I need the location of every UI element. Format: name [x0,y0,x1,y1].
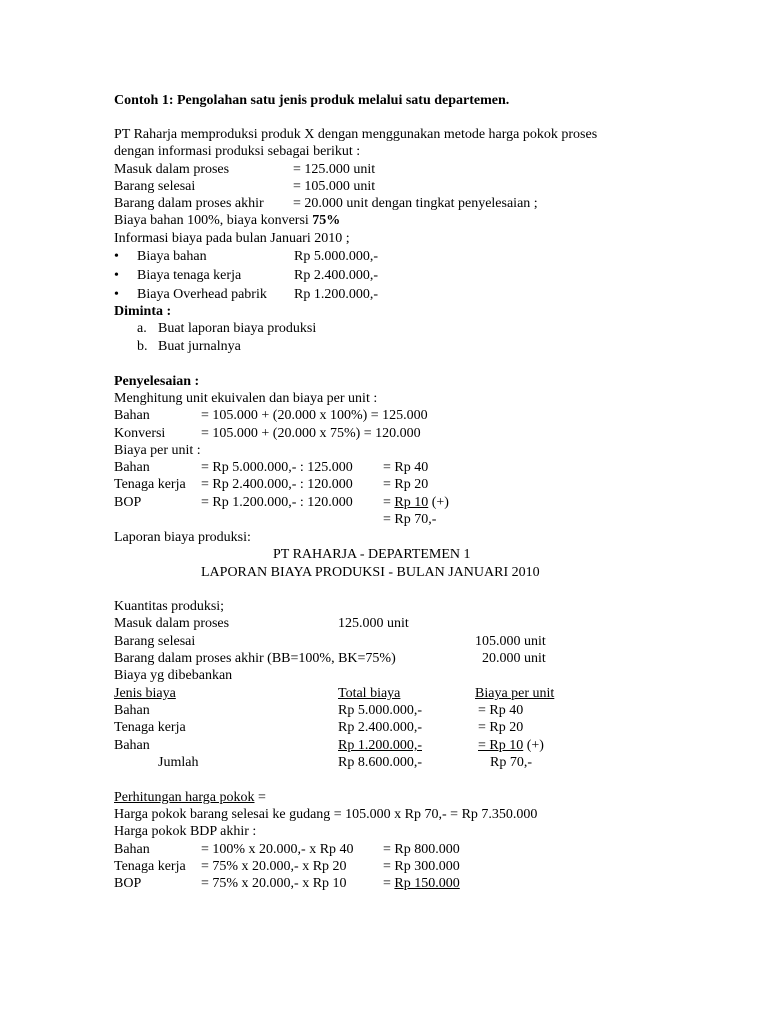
bdp-calc: = 100% x 20.000,- x Rp 40 [201,842,354,857]
total-amount: Rp 8.600.000,- [338,755,422,770]
equiv-label: Konversi [114,426,166,441]
qty-title: Kuantitas produksi; [114,599,225,614]
result-suffix: (+) [428,495,449,510]
list-item: Buat laporan biaya produksi [158,321,317,336]
bdp-calc: = 75% x 20.000,- x Rp 10 [201,876,347,891]
cost-label: Biaya tenaga kerja [137,268,242,283]
cost-per-unit-suffix: (+) [523,738,544,753]
cost-value: Rp 2.400.000,- [294,268,378,283]
per-unit-total: = Rp 70,- [383,512,437,527]
bdp-label: Tenaga kerja [114,859,186,874]
cost-info-title: Informasi biaya pada bulan Januari 2010 ; [114,231,350,246]
equiv-calc: = 105.000 + (20.000 x 75%) = 120.000 [201,426,421,441]
per-unit-calc: = Rp 5.000.000,- : 125.000 [201,460,353,475]
cost-type: Bahan [114,738,150,753]
bdp-result-underlined: Rp 150.000 [394,876,460,891]
intro-line-2: dengan informasi produksi sebagai berikut : [114,144,361,159]
intro-line-1: PT Raharja memproduksi produk X dengan menggunakan metode harga pokok proses [114,127,598,142]
list-item: Buat jurnalnya [158,339,241,354]
list-mark: b. [137,339,148,354]
production-value: = 125.000 unit [293,162,376,177]
list-mark: a. [137,321,147,336]
bullet-icon: • [114,268,119,283]
qty-value: 125.000 unit [338,616,409,631]
cost-per-unit: = Rp 40 [478,703,524,718]
header-cost-type: Jenis biaya [114,686,176,701]
cost-value: Rp 5.000.000,- [294,249,378,264]
equiv-calc: = 105.000 + (20.000 x 100%) = 125.000 [201,408,428,423]
total-cost: Rp 5.000.000,- [338,703,422,718]
report-heading-2: LAPORAN BIAYA PRODUKSI - BULAN JANUARI 2010 [201,565,540,580]
total-cost: Rp 1.200.000,- [338,738,422,753]
production-label: Barang selesai [114,179,196,194]
cost-rate [114,212,340,229]
per-unit-title: Biaya per unit : [114,443,201,458]
per-unit-label: Tenaga kerja [114,477,186,492]
cost-value: Rp 1.200.000,- [294,287,378,302]
qty-value: 20.000 unit [482,651,546,666]
result-underlined: Rp 10 [394,495,429,510]
per-unit-result: = Rp 20 [383,477,429,492]
production-label: Masuk dalam proses [114,162,230,177]
document-title: Contoh 1: Pengolahan satu jenis produk melalui satu departemen. [114,93,510,108]
bdp-result-prefix: = [383,876,395,891]
result-prefix: = [383,495,395,510]
report-intro: Laporan biaya produksi: [114,530,251,545]
bdp-result: = Rp 300.000 [383,859,460,874]
cost-type: Bahan [114,703,150,718]
per-unit-result: = Rp 40 [383,460,429,475]
bdp-result [383,875,460,892]
total-label: Jumlah [158,755,199,770]
total-cost: Rp 2.400.000,- [338,720,422,735]
hpp-finished: Harga pokok barang selesai ke gudang = 105.000 x Rp 70,- = Rp 7.350.000 [114,807,538,822]
bullet-icon: • [114,249,119,264]
per-unit-label: BOP [114,495,142,510]
per-unit-calc: = Rp 1.200.000,- : 120.000 [201,495,353,510]
cost-per-unit-underlined: = Rp 10 [478,738,524,753]
bdp-label: Bahan [114,842,150,857]
diminta-title: Diminta : [114,304,172,319]
cost-rate-text: Biaya bahan 100%, biaya konversi [114,213,313,228]
cost-type: Tenaga kerja [114,720,186,735]
equiv-label: Bahan [114,408,150,423]
production-value: = 20.000 unit dengan tingkat penyelesaian ; [293,196,538,211]
bdp-title: Harga pokok BDP akhir : [114,824,257,839]
qty-label: Barang dalam proses akhir (BB=100%, BK=75%) [114,651,396,666]
report-heading-1: PT RAHARJA - DEPARTEMEN 1 [273,547,471,562]
hpp-title-text: Perhitungan harga pokok [114,790,255,805]
qty-value: 105.000 unit [475,634,546,649]
per-unit-label: Bahan [114,460,150,475]
equiv-title: Menghitung unit ekuivalen dan biaya per unit : [114,391,378,406]
per-unit-calc: = Rp 2.400.000,- : 120.000 [201,477,353,492]
bdp-result: = Rp 800.000 [383,842,460,857]
hpp-title-suffix: = [254,790,266,805]
header-total-cost: Total biaya [338,686,401,701]
hpp-title [114,789,266,806]
cost-label: Biaya Overhead pabrik [137,287,267,302]
cost-per-unit: = Rp 20 [478,720,524,735]
bullet-icon: • [114,287,119,302]
charged-title: Biaya yg dibebankan [114,668,233,683]
production-value: = 105.000 unit [293,179,376,194]
qty-label: Barang selesai [114,634,196,649]
bdp-calc: = 75% x 20.000,- x Rp 20 [201,859,347,874]
header-cost-per-unit: Biaya per unit [475,686,555,701]
penyelesaian-title: Penyelesaian : [114,374,200,389]
per-unit-result [383,494,449,511]
total-per-unit: Rp 70,- [490,755,532,770]
production-label: Barang dalam proses akhir [114,196,264,211]
cost-rate-bold: 75% [312,213,341,228]
cost-label: Biaya bahan [137,249,207,264]
bdp-label: BOP [114,876,142,891]
cost-per-unit [478,737,544,754]
qty-label: Masuk dalam proses [114,616,230,631]
